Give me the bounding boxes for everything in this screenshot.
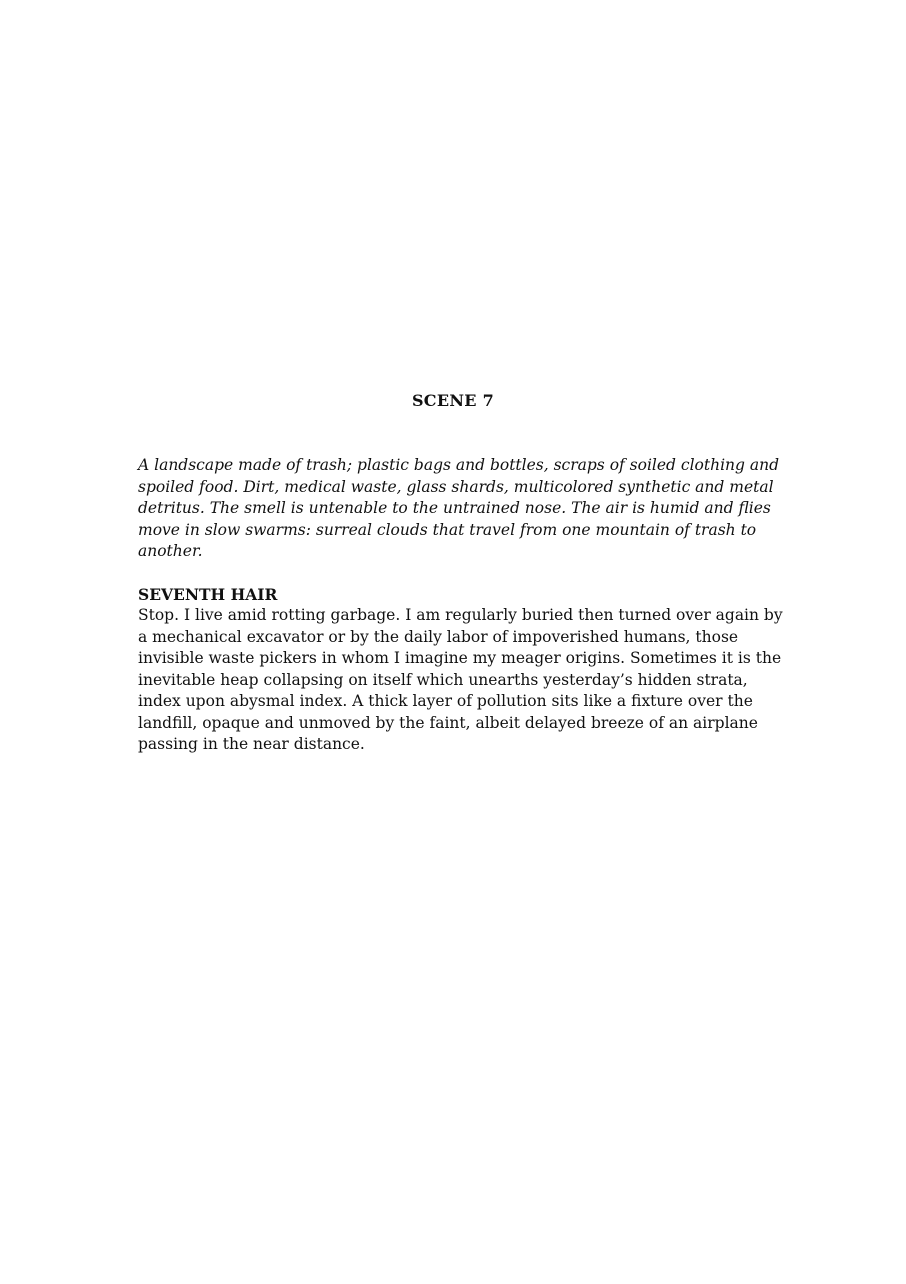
dialogue-line: invisible waste pickers in whom I imagine my meager origins. Sometimes it is the [138,649,782,667]
dialogue-line: a mechanical excavator or by the daily labor of impoverished humans, those [138,627,739,646]
stage-direction-line: A landscape made of trash; plastic bags and bottles, scraps of soiled clothing and [138,456,780,474]
stage-direction-line: another. [138,542,203,560]
stage-direction-line: detritus. The smell is untenable to the untrained nose. The air is humid and flies [138,499,771,517]
dialogue-line: passing in the near distance. [138,735,365,753]
stage-direction [138,455,778,563]
character-name: SEVENTH HAIR [138,585,278,604]
stage-direction-line: move in slow swarms: surreal clouds that travel from one mountain of trash to [138,520,757,539]
dialogue-line: inevitable heap collapsing on itself which unearths yesterday’s hidden strata, [138,670,748,689]
scene-heading: SCENE 7 [411,391,495,410]
dialogue-line: Stop. I live amid rotting garbage. I am regularly buried then turned over again by [138,606,783,624]
stage-direction-line: spoiled food. Dirt, medical waste, glass shards, multicolored synthetic and metal [138,477,774,496]
dialogue-line: landfill, opaque and unmoved by the faint, albeit delayed breeze of an airplane [138,713,758,732]
dialogue-text [138,605,783,756]
dialogue-line: index upon abysmal index. A thick layer of pollution sits like a fixture over the [138,692,753,710]
